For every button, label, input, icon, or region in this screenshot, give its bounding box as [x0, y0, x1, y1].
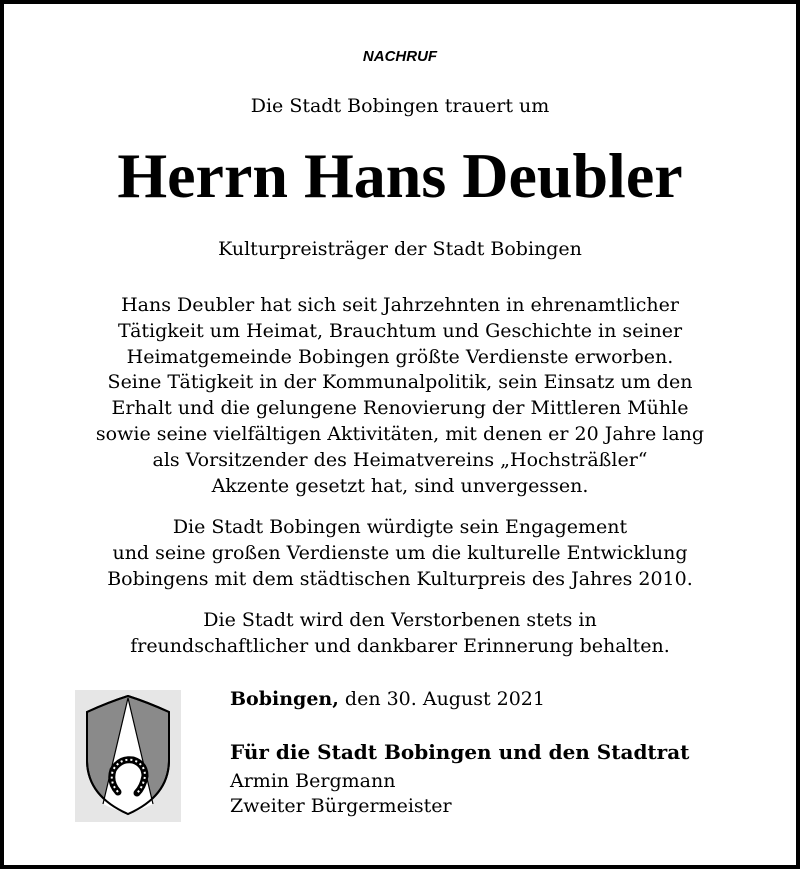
text-line: Bobingens mit dem städtischen Kulturpreis des Jahres 2010.: [107, 567, 693, 590]
text-line: Hans Deubler hat sich seit Jahrzehnten in ehrenamtlicher: [121, 294, 679, 316]
tribute-paragraph-2: [4, 515, 796, 592]
text-line: Heimatgemeinde Bobingen größte Verdienste erworben.: [126, 345, 674, 368]
text-line: Erhalt und die gelungene Renovierung der Mittleren Mühle: [111, 397, 689, 420]
signature-date: den 30. August 2021: [344, 688, 545, 710]
tribute-paragraph-1: [4, 293, 796, 499]
signature-organization: Für die Stadt Bobingen und den Stadtrat: [230, 740, 690, 764]
deceased-name: Herrn Hans Deubler: [117, 140, 683, 211]
signature-place: Bobingen,: [230, 688, 339, 710]
notice-intro: Die Stadt Bobingen trauert um: [250, 95, 550, 117]
deceased-subtitle: Kulturpreisträger der Stadt Bobingen: [218, 238, 582, 260]
text-line: als Vorsitzender des Heimatvereins „Hochsträßler“: [152, 448, 648, 471]
signer-block: [230, 769, 452, 819]
obituary-notice: [4, 4, 796, 865]
text-line: Die Stadt Bobingen würdigte sein Engagement: [172, 516, 628, 538]
text-line: sowie seine vielfältigen Aktivitäten, mit denen er 20 Jahre lang: [95, 422, 705, 445]
text-line: freundschaftlicher und dankbarer Erinnerung behalten.: [130, 634, 670, 657]
coat-of-arms-icon: [75, 690, 181, 822]
text-line: Akzente gesetzt hat, sind unvergessen.: [211, 474, 589, 497]
signer-name: Armin Bergmann: [230, 770, 396, 792]
signer-title: Zweiter Bürgermeister: [230, 795, 452, 817]
text-line: Die Stadt wird den Verstorbenen stets in: [203, 609, 597, 631]
notice-heading: NACHRUF: [362, 48, 438, 65]
tribute-paragraph-3: [4, 608, 796, 660]
place-and-date: [230, 688, 545, 710]
text-line: Seine Tätigkeit in der Kommunalpolitik, sein Einsatz um den: [107, 371, 693, 394]
text-line: und seine großen Verdienste um die kulturelle Entwicklung: [112, 541, 688, 564]
text-line: Tätigkeit um Heimat, Brauchtum und Geschichte in seiner: [117, 319, 683, 342]
